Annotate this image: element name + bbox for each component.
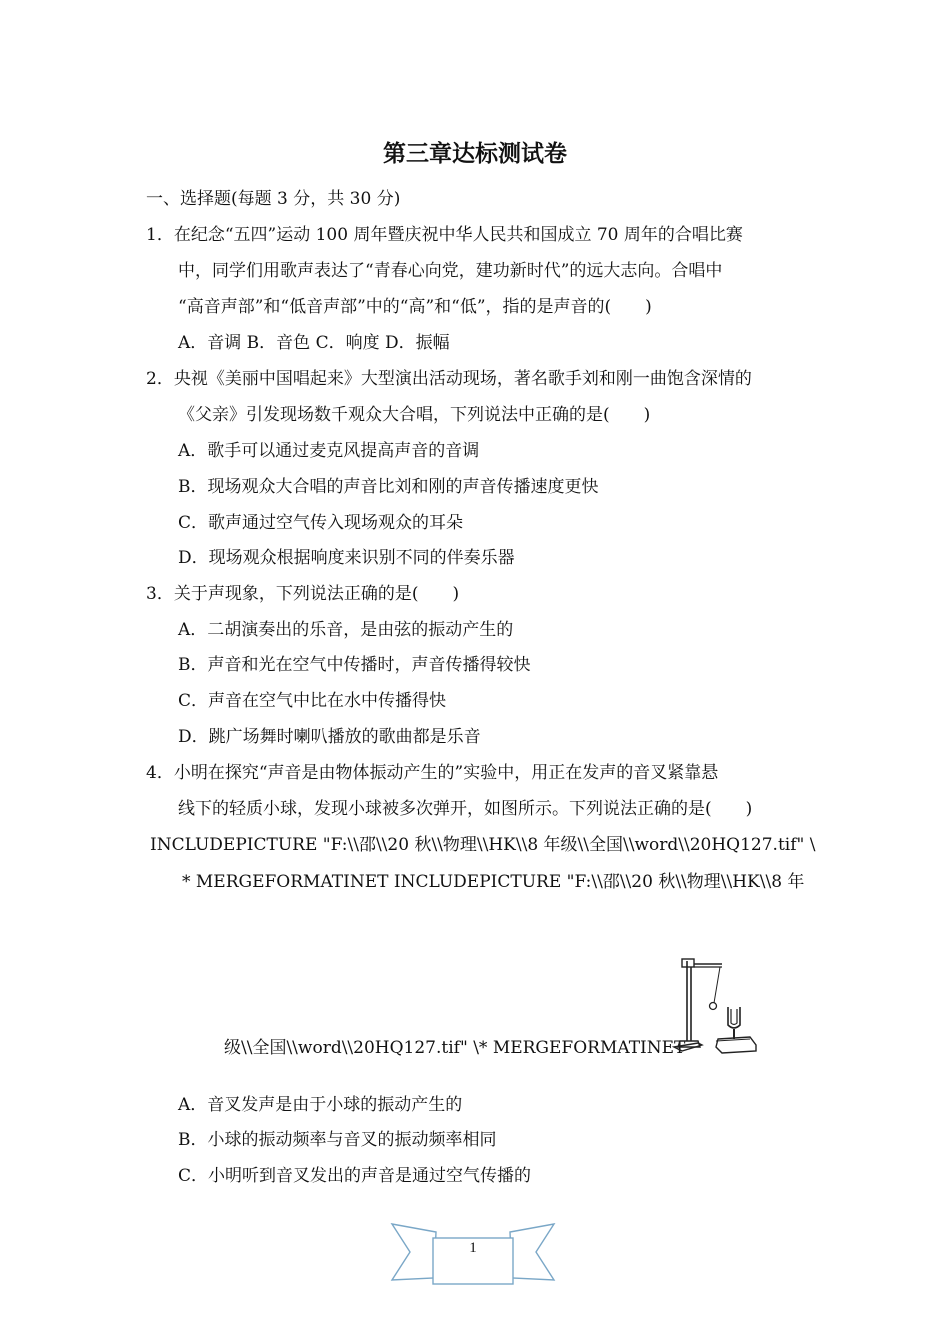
question-4-option-a: A．音叉发声是由于小球的振动产生的 <box>178 1095 463 1115</box>
field-code-line-2: * MERGEFORMATINET INCLUDEPICTURE "F:\\邵\\20 秋\\物理\\HK\\8 年 <box>182 872 805 892</box>
question-1-line-2: 中，同学们用歌声表达了“青春心向党，建功新时代”的远大志向。合唱中 <box>178 261 723 281</box>
question-2-option-d: D．现场观众根据响度来识别不同的伴奏乐器 <box>178 548 515 568</box>
question-4-option-c: C．小明听到音叉发出的声音是通过空气传播的 <box>178 1166 532 1186</box>
page-number: 1 <box>469 1240 477 1256</box>
page-title: 第三章达标测试卷 <box>383 141 567 167</box>
question-1-options: A．音调 B．音色 C．响度 D．振幅 <box>178 333 450 353</box>
question-2-option-c: C．歌声通过空气传入现场观众的耳朵 <box>178 513 464 533</box>
question-2-option-b: B．现场观众大合唱的声音比刘和刚的声音传播速度更快 <box>178 477 599 497</box>
question-2-line-2: 《父亲》引发现场数千观众大合唱，下列说法中正确的是( ) <box>178 405 651 425</box>
tuning-fork-figure <box>668 955 760 1062</box>
question-1-line-1: 1．在纪念“五四”运动 100 周年暨庆祝中华人民共和国成立 70 周年的合唱比赛 <box>146 225 743 245</box>
question-4-option-b: B．小球的振动频率与音叉的振动频率相同 <box>178 1130 497 1150</box>
question-3-line-1: 3．关于声现象，下列说法正确的是( ) <box>146 584 460 604</box>
field-code-line-1: INCLUDEPICTURE "F:\\邵\\20 秋\\物理\\HK\\8 年级\\全国\\word\\20HQ127.tif" \ <box>150 835 816 855</box>
question-2-option-a: A．歌手可以通过麦克风提高声音的音调 <box>178 441 480 461</box>
question-4-line-2: 线下的轻质小球，发现小球被多次弹开，如图所示。下列说法正确的是( ) <box>178 799 753 819</box>
field-code-line-3: 级\\全国\\word\\20HQ127.tif" \* MERGEFORMATINET <box>224 1038 686 1058</box>
question-2-line-1: 2．央视《美丽中国唱起来》大型演出活动现场，著名歌手刘和刚一曲饱含深情的 <box>146 369 752 389</box>
question-3-option-d: D．跳广场舞时喇叭播放的歌曲都是乐音 <box>178 727 481 747</box>
question-3-option-b: B．声音和光在空气中传播时，声音传播得较快 <box>178 655 531 675</box>
question-3-option-c: C．声音在空气中比在水中传播得快 <box>178 691 447 711</box>
question-4-line-1: 4．小明在探究“声音是由物体振动产生的”实验中，用正在发声的音叉紧靠悬 <box>146 763 719 783</box>
question-1-line-3: “高音声部”和“低音声部”中的“高”和“低”，指的是声音的( ) <box>178 297 652 317</box>
question-3-option-a: A．二胡演奏出的乐音，是由弦的振动产生的 <box>178 620 514 640</box>
section-heading: 一、选择题(每题 3 分，共 30 分) <box>146 189 401 209</box>
